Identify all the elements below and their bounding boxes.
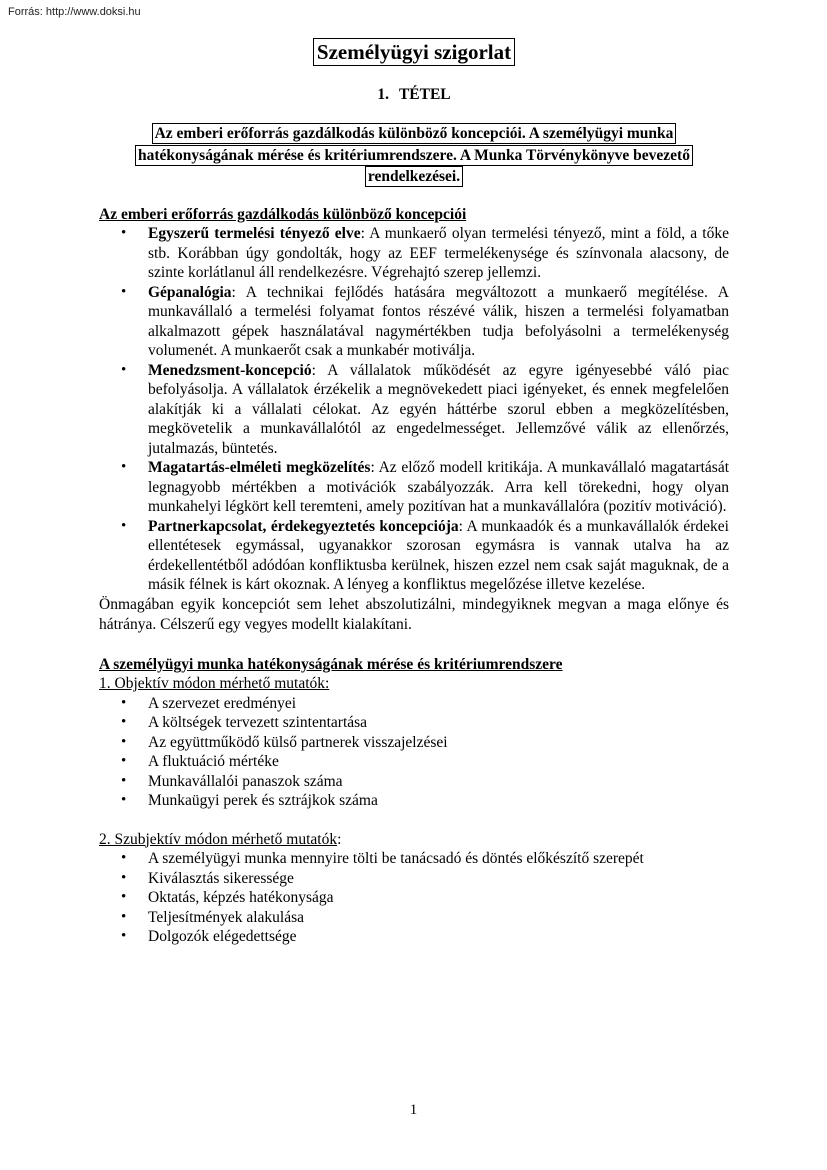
bullet-icon: •: [121, 889, 127, 905]
tetel-label: TÉTEL: [398, 86, 451, 103]
list-item: • A személyügyi munka mennyire tölti be tanácsadó és döntés előkészítő szerepét: [121, 850, 644, 867]
section-heading: Az emberi erőforrás gazdálkodás különböző koncepciói: [99, 205, 467, 223]
topic-box: [99, 123, 729, 188]
concept-term: Egyszerű termelési tényező elve: [148, 225, 361, 242]
bullet-icon: •: [121, 694, 127, 711]
topic-line: Az emberi erőforrás gazdálkodás különböző koncepciói. A személyügyi munka: [107, 123, 721, 145]
tetel-number: 1.: [377, 86, 389, 103]
concept-term: Magatartás-elméleti megközelítés: [148, 459, 371, 476]
bullet-icon: •: [121, 869, 127, 886]
concept-text: : A munkaadók és a munkavállalók érdekei ellentétesek egymással, ugyanakkor szorosan egymásra is vannak utalva ha az érdekellentétből adódóan konfliktusba kerülnek, hiszen ezzel nem csak saját maguknak, de a másik félnek is kárt okoznak. A lényeg a konfliktus megelőzése illetve kezelése.: [148, 517, 729, 593]
topic-line: rendelkezései.: [107, 166, 721, 188]
concept-term: Menedzsment-koncepció: [148, 361, 312, 379]
concept-list: [99, 224, 729, 595]
tetel-heading: [99, 86, 729, 104]
subjective-heading: 2. Szubjektív módon mérhető mutatók: [99, 830, 338, 848]
list-item: • Dolgozók elégedettsége: [121, 928, 297, 945]
concept-term: Gépanalógia: [148, 283, 232, 301]
bullet-icon: •: [121, 714, 127, 730]
list-item: • Oktatás, képzés hatékonysága: [121, 889, 334, 906]
bullet-icon: •: [121, 225, 127, 241]
bullet-icon: •: [121, 928, 127, 944]
bullet-icon: •: [121, 283, 127, 300]
concept-text: : A munkaerő olyan termelési tényező, mint a föld, a tőke stb. Korábban úgy gondolták, hogy az EEF termelékenysége és színvonala alacsony, de szinte korlátlanul áll rendelkezésre. Végrehajtó szerep jellemzi.: [148, 225, 729, 281]
bullet-icon: •: [121, 459, 127, 475]
objective-list: [99, 694, 729, 811]
bullet-icon: •: [121, 753, 127, 769]
bullet-icon: •: [121, 772, 127, 789]
section-concepts: [99, 205, 729, 635]
list-item: • A fluktuáció mértéke: [121, 753, 279, 770]
summary-paragraph: Önmagában egyik koncepciót sem lehet abszolutizálni, mindegyiknek megvan a maga előnye és hátránya. Célszerű egy vegyes modellt kialakítani.: [99, 595, 729, 633]
bullet-icon: •: [121, 361, 127, 378]
concept-term: Partnerkapcsolat, érdekegyeztetés koncepciója: [148, 517, 459, 535]
list-item: • A szervezet eredményei: [121, 694, 297, 712]
bullet-icon: •: [121, 733, 127, 750]
list-item: [99, 224, 729, 283]
bullet-icon: •: [121, 517, 127, 534]
section-heading: A személyügyi munka hatékonyságának mérése és kritériumrendszere: [99, 655, 563, 673]
subjective-heading-wrap: [99, 830, 729, 850]
title-wrap: [99, 38, 729, 66]
list-item: • Munkaügyi perek és sztrájkok száma: [121, 792, 378, 809]
concept-text: : Az előző modell kritikája. A munkavállaló magatartását legnagyobb mértékben a motivációk szabályozzák. Arra kell törekedni, hogy olyan munkahelyi légkört kell teremteni, amely pozitívan hat a munkavállalóra (pozitív motiváció).: [148, 459, 730, 515]
list-item: • Kiválasztás sikeressége: [121, 869, 294, 887]
document-page: [99, 38, 729, 947]
source-label: Forrás: http://www.doksi.hu: [8, 6, 141, 18]
subjective-list: [99, 849, 729, 947]
bullet-icon: •: [121, 850, 127, 866]
list-item: [99, 517, 729, 595]
concept-text: : A vállalatok működését az egyre igényesebbé váló piac befolyásolja. A vállalatok érzékelik a megnövekedett piaci igényeket, és ennek megfelelően alakítják ki a vállalati célokat. Az egyén háttérbe szorul ebben a megközelítésben, megkövetelik a munkavállalótól az engedelmességet. Jellemzővé válik az ellenőrzés, jutalmazás, büntetés.: [148, 361, 729, 457]
list-item: [99, 458, 729, 517]
list-item: [99, 283, 729, 361]
bullet-icon: •: [121, 908, 127, 925]
concept-text: : A technikai fejlődés hatására megváltozott a munkaerő megítélése. A munkavállaló a termelési folyamat fontos részévé válik, hiszen a termelési folyamatban alkalmazott gépek használatával nagymértékben tudja befolyásolni a termelékenység volumenét. A munkaerőt csak a munkabér motiválja.: [148, 283, 729, 359]
topic-line: hatékonyságának mérése és kritériumrendszere. A Munka Törvénykönyve bevezető: [107, 145, 721, 167]
document-title: Személyügyi szigorlat: [313, 38, 515, 66]
list-item: • Teljesítmények alakulása: [121, 908, 305, 926]
bullet-icon: •: [121, 792, 127, 808]
section-efficiency: [99, 655, 729, 947]
list-item: • A költségek tervezett szintentartása: [121, 714, 368, 731]
subjective-colon: :: [337, 830, 342, 848]
list-item: [99, 361, 729, 459]
list-item: • Munkavállalói panaszok száma: [121, 772, 343, 790]
page-number: 1: [409, 1102, 418, 1118]
objective-heading: 1. Objektív módon mérhető mutatók:: [99, 675, 330, 692]
list-item: • Az együttműködő külső partnerek visszajelzései: [121, 733, 448, 751]
